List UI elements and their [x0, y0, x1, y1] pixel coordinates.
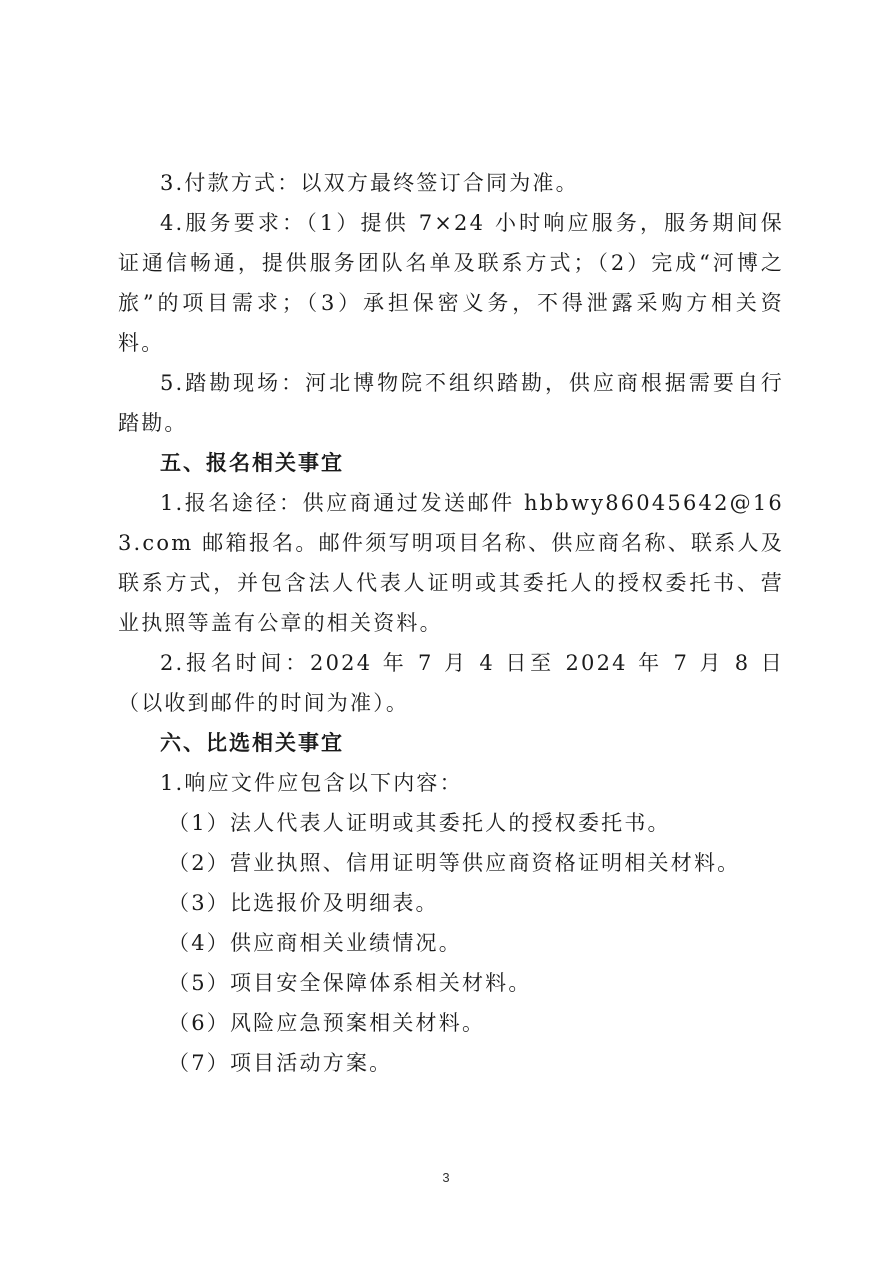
section-five-heading: 五、报名相关事宜 [160, 451, 344, 475]
page-number: 3 [442, 1170, 450, 1185]
response-doc-item: （2）营业执照、信用证明等供应商资格证明相关材料。 [168, 851, 741, 875]
registration-time-paragraph: 2.报名时间：2024 年 7 月 4 日至 2024 年 7 月 8 日（以收到邮件的时间为准）。 [118, 651, 784, 715]
site-survey-paragraph: 5.踏勘现场：河北博物院不组织踏勘，供应商根据需要自行踏勘。 [118, 371, 784, 435]
response-doc-item: （3）比选报价及明细表。 [168, 891, 439, 915]
page-content [118, 163, 784, 1083]
payment-method-paragraph: 3.付款方式：以双方最终签订合同为准。 [160, 171, 579, 195]
response-doc-item: （5）项目安全保障体系相关材料。 [168, 971, 532, 995]
registration-method-paragraph: 1.报名途径：供应商通过发送邮件 hbbwy86045642@163.com 邮箱报名。邮件须写明项目名称、供应商名称、联系人及联系方式，并包含法人代表人证明或其委托人的授权委托书、营业执照等盖有公章的相关资料。 [118, 491, 784, 635]
response-doc-item: （4）供应商相关业绩情况。 [168, 931, 462, 955]
response-docs-intro: 1.响应文件应包含以下内容： [160, 771, 463, 795]
response-doc-item: （1）法人代表人证明或其委托人的授权委托书。 [168, 811, 671, 835]
service-requirements-paragraph: 4.服务要求：（1）提供 7×24 小时响应服务，服务期间保证通信畅通，提供服务团队名单及联系方式；（2）完成“河博之旅”的项目需求；（3）承担保密义务，不得泄露采购方相关资料。 [118, 211, 784, 355]
response-doc-item: （6）风险应急预案相关材料。 [168, 1011, 486, 1035]
response-doc-item: （7）项目活动方案。 [168, 1051, 393, 1075]
section-six-heading: 六、比选相关事宜 [160, 731, 344, 755]
